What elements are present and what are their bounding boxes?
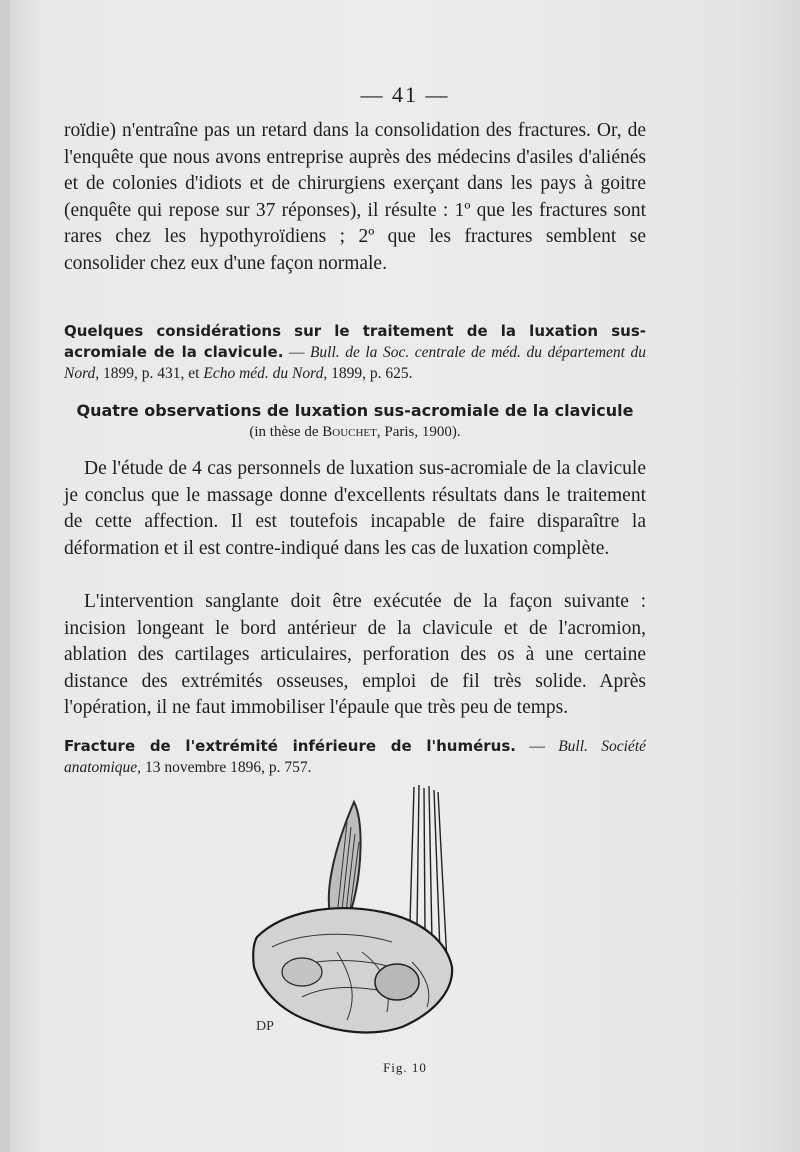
- paragraph-massage: [64, 456, 646, 562]
- paragraph-thyroid: [64, 118, 646, 278]
- paragraph-text: L'intervention sanglante doit être exécutée de la façon suivante : incision longeant le bord antérieur de la clavicule et de l'acromion, ablation des cartilages articulaires, perforation des os à une certaine distance des extrémités osseuses, emploi de fil très solide. Après l'opération, il ne faut immobiliser l'épaule que très peu de temps.: [64, 591, 646, 719]
- reference-title: Quelques considérations sur le traitement de la luxation sus-acromiale de la clavicule.: [64, 322, 646, 361]
- reference-details: 1899, p. 431, et: [99, 365, 204, 382]
- paragraph-text: roïdie) n'entraîne pas un retard dans la consolidation des fractures. Or, de l'enquête que nous avons entreprise auprès des médecins d'asiles d'aliénés et de colonies d'idiots et de chirurgiens exerçant dans les pays à goitre (enquête qui repose sur 37 réponses), il résulte : 1º que les fractures sont rares chez les hypothyroïdiens ; 2º que les fractures semblent se consolider chez eux d'une façon normale.: [64, 120, 646, 274]
- reference-date: 13 novembre 1896, p. 757.: [141, 759, 312, 776]
- paragraph-text: De l'étude de 4 cas personnels de luxation sus-acromiale de la clavicule je conclus que le massage donne d'excellents résultats dans le traitement de cette affection. Il est toutefois incapable de faire disparaître la déformation et il est contre-indiqué dans les cas de luxation complète.: [64, 458, 646, 559]
- reference-dash: —: [283, 344, 310, 361]
- reference-clavicle-treatment: [64, 321, 646, 384]
- bone-drawing: [242, 782, 467, 1042]
- reference-title: Quatre observations de luxation sus-acromiale de la clavicule: [76, 401, 634, 420]
- paragraph-intervention: [64, 589, 646, 722]
- reference-author: Bouchet: [322, 424, 377, 440]
- reference-dash: —: [515, 738, 559, 755]
- reference-pages: 1899, p. 625.: [327, 365, 413, 382]
- artist-monogram: DP: [256, 1019, 274, 1034]
- reference-sub-post: , Paris, 1900).: [376, 424, 461, 440]
- reference-four-observations: [64, 400, 646, 443]
- figure-caption: Fig. 10: [383, 1060, 427, 1075]
- reference-title: Fracture de l'extrémité inférieure de l'humérus.: [64, 737, 516, 755]
- reference-sub-pre: (in thèse de: [249, 424, 323, 440]
- reference-humerus-fracture: [64, 736, 646, 778]
- reference-source-2: Echo méd. du Nord,: [203, 365, 328, 382]
- humerus-illustration: [242, 782, 467, 1042]
- page-number: — 41 —: [360, 82, 450, 107]
- reference-source: Bull. Société anatomique,: [64, 738, 646, 776]
- reference-source: Bull. de la Soc. centrale de méd. du département du Nord,: [64, 344, 646, 382]
- document-page: [10, 0, 800, 1152]
